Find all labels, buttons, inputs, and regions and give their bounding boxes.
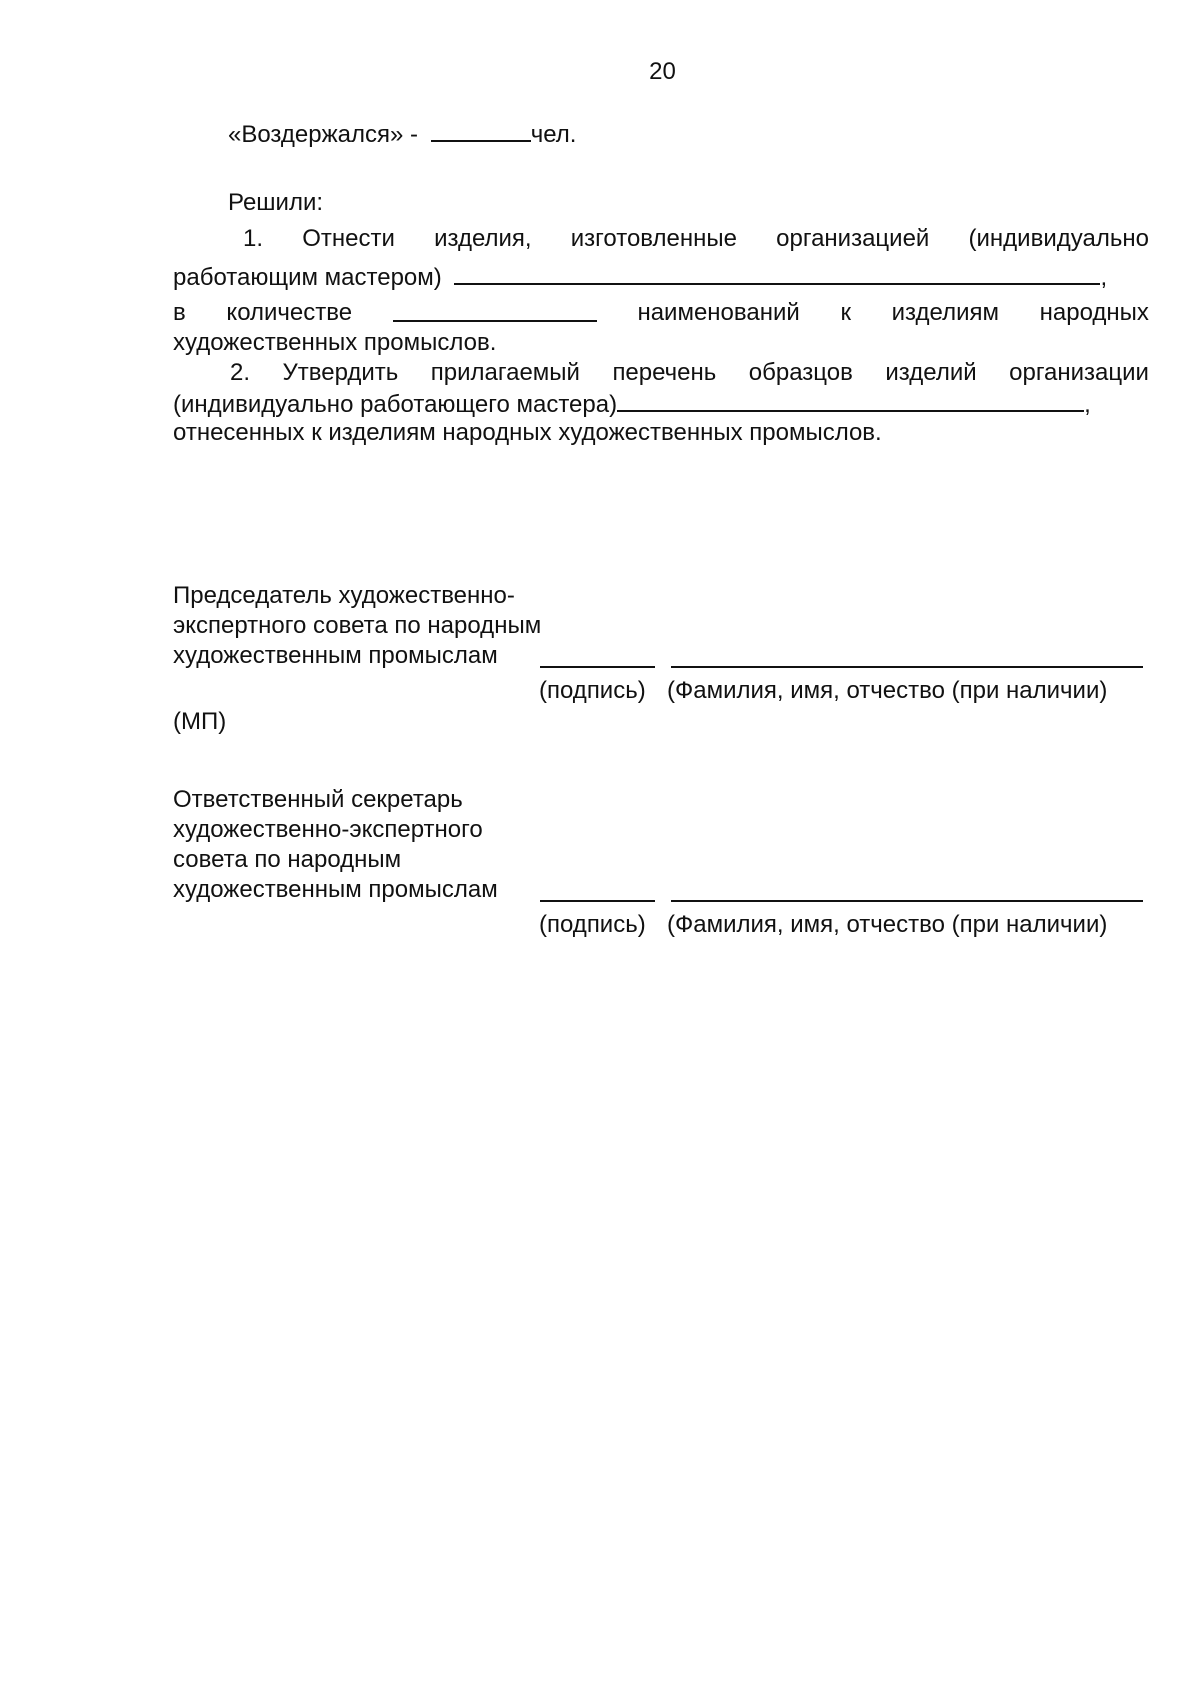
word: к (840, 299, 851, 326)
word: 1. (243, 225, 264, 252)
secretary-name-blank[interactable] (671, 900, 1143, 902)
abstained-label: «Воздержался» - (228, 121, 419, 148)
item2-line3: отнесенных к изделиям народных художественных промыслов. (173, 419, 882, 446)
abstained-line (173, 118, 1149, 150)
organization-name-blank[interactable] (454, 261, 1100, 285)
word: в (173, 299, 186, 326)
item2-line1 (173, 358, 1149, 388)
abstained-count-blank[interactable] (431, 118, 531, 142)
word: 2. (230, 359, 251, 386)
word: Утвердить (282, 359, 399, 386)
stamp-label: (МП) (173, 708, 227, 735)
secretary-name-caption: (Фамилия, имя, отчество (при наличии) (667, 911, 1108, 938)
word: наименований (637, 299, 800, 326)
item1-line1 (173, 224, 1149, 254)
decided-heading: Решили: (228, 189, 324, 216)
word: изготовленные (570, 225, 737, 252)
chairman-name-blank[interactable] (671, 666, 1143, 668)
word: народных (1039, 299, 1149, 326)
secretary-title-line4: художественным промыслам (173, 876, 498, 903)
secretary-title-line1: Ответственный секретарь (173, 786, 463, 813)
word: изделия, (434, 225, 532, 252)
secretary-title-line3: совета по народным (173, 846, 402, 873)
chairman-title-line1: Председатель художественно- (173, 582, 515, 609)
secretary-title-line2: художественно-экспертного (173, 816, 483, 843)
word: Отнести (302, 225, 395, 252)
chairman-title-line3: художественным промыслам (173, 642, 498, 669)
word: изделий (885, 359, 977, 386)
word: образцов (748, 359, 853, 386)
chairman-title-line2: экспертного совета по народным (173, 612, 542, 639)
secretary-signature-blank[interactable] (540, 900, 655, 902)
word: прилагаемый (430, 359, 580, 386)
item1-line4: художественных промыслов. (173, 329, 497, 356)
chairman-signature-caption: (подпись) (539, 677, 646, 704)
page-number: 20 (649, 58, 676, 85)
item1-line3 (173, 298, 1149, 328)
word: (индивидуально (968, 225, 1149, 252)
word: перечень (612, 359, 717, 386)
master-name-blank[interactable] (617, 388, 1084, 412)
abstained-suffix: чел. (530, 121, 577, 148)
word: изделиям (891, 299, 999, 326)
item2-line2-prefix: (индивидуально работающего мастера) (173, 391, 618, 418)
word: количестве (226, 299, 353, 326)
word: организации (1009, 359, 1149, 386)
secretary-signature-caption: (подпись) (539, 911, 646, 938)
item2-line2: (индивидуально работающего мастера) , (173, 388, 1149, 420)
word: организацией (776, 225, 930, 252)
chairman-signature-blank[interactable] (540, 666, 655, 668)
quantity-blank[interactable] (393, 298, 597, 322)
chairman-name-caption: (Фамилия, имя, отчество (при наличии) (667, 677, 1108, 704)
item1-line2-prefix: работающим мастером) (173, 264, 442, 291)
item1-line2: работающим мастером) , (173, 261, 1149, 293)
